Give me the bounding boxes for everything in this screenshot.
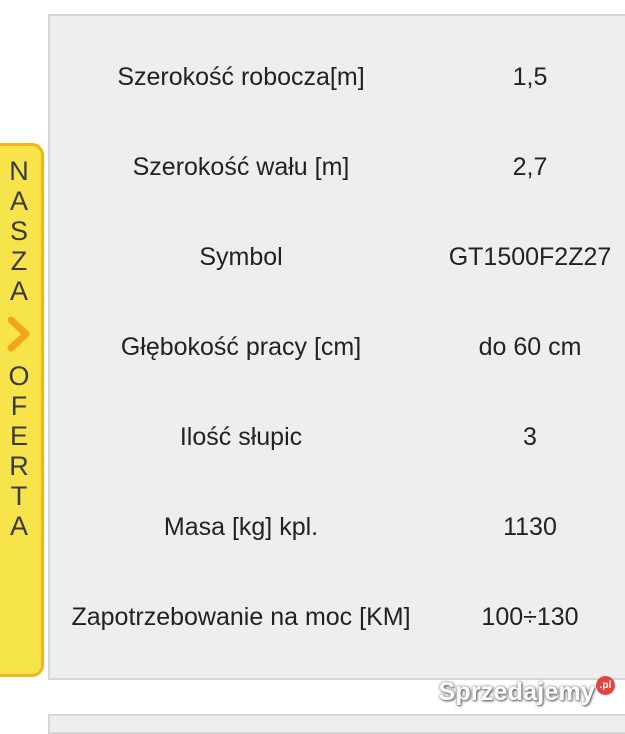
- spec-label: Ilość słupic: [179, 422, 303, 451]
- sprzedajemy-watermark: [439, 678, 615, 707]
- spec-value: 2,7: [512, 152, 548, 181]
- tab-letter: E: [9, 421, 28, 451]
- table-row: [50, 32, 625, 122]
- spec-table: [50, 32, 625, 662]
- watermark-text: Sprzedajemy: [438, 678, 595, 706]
- spec-label: Masa [kg] kpl.: [163, 512, 319, 541]
- spec-label: Symbol: [199, 242, 283, 271]
- table-row: [50, 302, 625, 392]
- table-row: [50, 572, 625, 662]
- tab-letter: A: [9, 276, 28, 306]
- next-panel: [48, 714, 625, 734]
- table-row: [50, 482, 625, 572]
- tab-letter: O: [8, 361, 30, 391]
- watermark-badge: .pl: [596, 676, 615, 695]
- tab-letter: S: [9, 216, 28, 246]
- tab-letters: [0, 156, 38, 541]
- our-offer-tab[interactable]: [0, 143, 44, 677]
- spec-panel: [48, 14, 625, 680]
- tab-letter: A: [9, 511, 28, 541]
- tab-letter: T: [10, 481, 28, 511]
- chevron-right-icon: [6, 306, 32, 361]
- spec-label: Szerokość wału [m]: [132, 152, 350, 181]
- tab-letter: N: [9, 156, 29, 186]
- spec-value: 1,5: [512, 62, 548, 91]
- spec-value: 3: [523, 422, 537, 451]
- tab-letter: R: [9, 451, 29, 481]
- spec-value: GT1500F2Z27: [448, 242, 612, 271]
- spec-label: Szerokość robocza[m]: [117, 62, 365, 91]
- table-row: [50, 212, 625, 302]
- spec-value: 1130: [503, 512, 557, 541]
- tab-letter: Z: [10, 246, 28, 276]
- spec-value: 100÷130: [481, 602, 579, 631]
- tab-letter: F: [10, 391, 28, 421]
- table-row: [50, 392, 625, 482]
- table-row: [50, 122, 625, 212]
- spec-label: Głębokość pracy [cm]: [120, 332, 362, 361]
- spec-value: do 60 cm: [478, 332, 582, 361]
- tab-letter: A: [9, 186, 28, 216]
- spec-label: Zapotrzebowanie na moc [KM]: [71, 602, 411, 631]
